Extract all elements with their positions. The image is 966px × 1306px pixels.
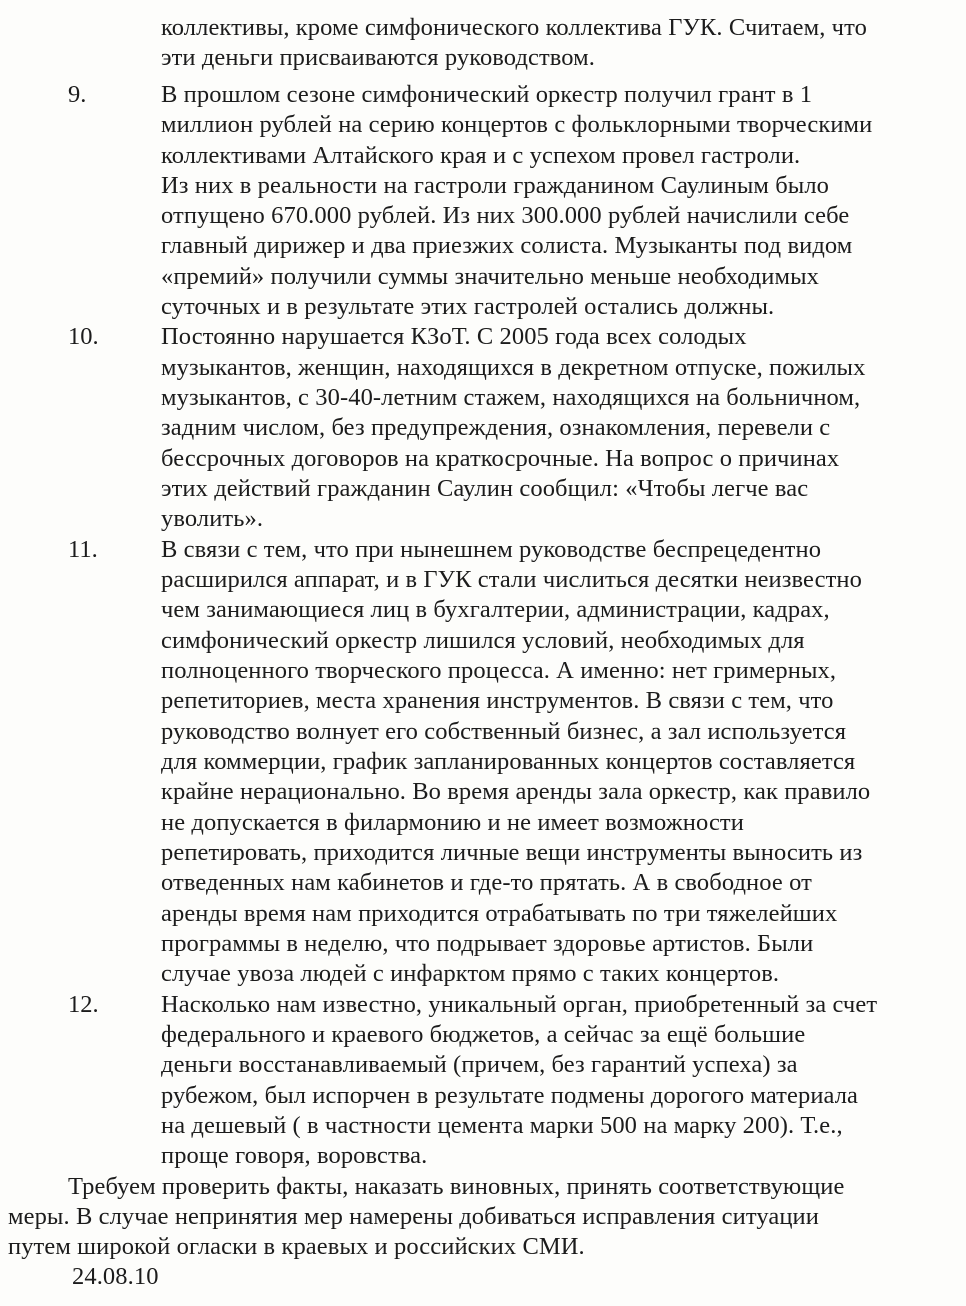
item-11-line: симфонический оркестр лишился условий, необходимых для [161,627,805,654]
item-10-line: бессрочных договоров на краткосрочные. На вопрос о причинах [161,445,840,472]
item-11-line: руководство волнует его собственный бизнес, а зал используется [161,718,847,745]
item-number: 11. [68,536,98,563]
item-9-line: В прошлом сезоне симфонический оркестр получил грант в 1 [161,81,813,108]
document-date: 24.08.10 [72,1263,159,1290]
item-10-line: уволить». [161,505,264,532]
item-11-line: не допускается в филармонию и не имеет возможности [161,809,744,836]
item-12-line: рубежом, был испорчен в результате подмены дорогого материала [161,1082,859,1109]
item-number: 10. [68,323,99,350]
item-11-line: для коммерции, график запланированных концертов составляется [161,748,856,775]
item-11-line: расширился аппарат, и в ГУК стали числиться десятки неизвестно [161,566,862,593]
item-number: 12. [68,991,99,1018]
item-11-line: аренды время нам приходится отрабатывать по три тяжелейших [161,900,838,927]
item-9-line: Из них в реальности на гастроли гражданином Саулиным было [161,172,830,199]
item-11-line: отведенных нам кабинетов и где-то прятать. А в свободное от [161,869,812,896]
closing-line: путем широкой огласки в краевых и российских СМИ. [8,1233,585,1260]
continuation-line: коллективы, кроме симфонического коллектива ГУК. Считаем, что [161,14,867,41]
item-11-line: В связи с тем, что при нынешнем руководстве беспрецедентно [161,536,822,563]
item-11-line: крайне нерационально. Во время аренды зала оркестр, как правило [161,778,871,805]
item-10-line: музыкантов, с 30-40-летним стажем, находящихся на больничном, [161,384,861,411]
item-11-line: полноценного творческого процесса. А именно: нет гримерных, [161,657,837,684]
item-9-line: миллион рублей на серию концертов с фольклорными творческими [161,111,873,138]
item-10-line: этих действий гражданин Саулин сообщил: «Чтобы легче вас [161,475,809,502]
item-12-line: федерального и краевого бюджетов, а сейчас за ещё большие [161,1021,806,1048]
item-11-line: программы в неделю, что подрывает здоровье артистов. Были [161,930,814,957]
item-11-line: репетиториев, места хранения инструментов. В связи с тем, что [161,687,834,714]
item-10-line: музыкантов, женщин, находящихся в декретном отпуске, пожилых [161,354,866,381]
closing-line: Требуем проверить факты, наказать виновных, принять соответствующие [68,1173,845,1200]
item-9-line: суточных и в результате этих гастролей остались должны. [161,293,775,320]
continuation-line: эти деньги присваиваются руководством. [161,44,596,71]
closing-line: меры. В случае непринятия мер намерены добиваться исправления ситуации [8,1203,819,1230]
item-12-line: проще говоря, воровства. [161,1142,428,1169]
item-9-line: главный дирижер и два приезжих солиста. Музыканты под видом [161,232,853,259]
item-11-line: случае увоза людей с инфарктом прямо с таких концертов. [161,960,780,987]
item-10-line: Постоянно нарушается КЗоТ. С 2005 года всех солодых [161,323,747,350]
item-12-line: деньги восстанавливаемый (причем, без гарантий успеха) за [161,1051,798,1078]
item-12-line: на дешевый ( в частности цемента марки 500 на марку 200). Т.е., [161,1112,843,1139]
item-10-line: задним числом, без предупреждения, ознакомления, перевели с [161,414,831,441]
item-9-line: «премий» получили суммы значительно меньше необходимых [161,263,819,290]
item-number: 9. [68,81,87,108]
item-12-line: Насколько нам известно, уникальный орган, приобретенный за счет [161,991,878,1018]
item-9-line: отпущено 670.000 рублей. Из них 300.000 рублей начислили себе [161,202,850,229]
item-9-line: коллективами Алтайского края и с успехом провел гастроли. [161,142,801,169]
item-11-line: чем занимающиеся лиц в бухгалтерии, администрации, кадрах, [161,596,830,623]
item-11-line: репетировать, приходится личные вещи инструменты выносить из [161,839,863,866]
